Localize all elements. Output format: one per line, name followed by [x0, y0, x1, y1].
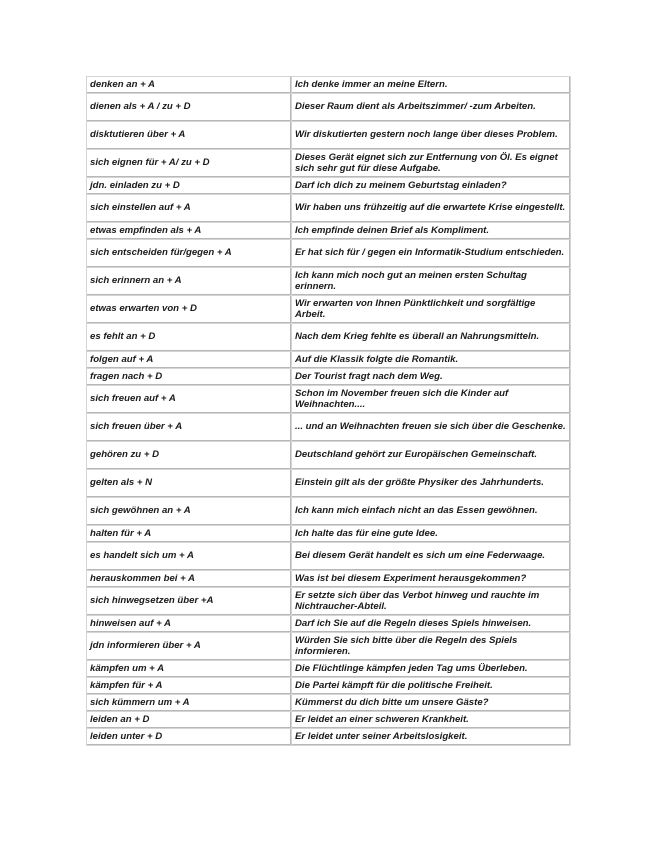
table-row [87, 240, 570, 267]
verb-cell: hinweisen auf + A [87, 616, 291, 632]
verb-cell: herauskommen bei + A [87, 571, 291, 587]
example-cell: Die Flüchtlinge kämpfen jeden Tag ums Überleben. [292, 661, 570, 677]
verb-cell: sich hinwegsetzen über +A [87, 588, 291, 615]
example-cell: Ich kann mich einfach nicht an das Essen gewöhnen. [292, 498, 570, 525]
example-cell: Er leidet an einer schweren Krankheit. [292, 712, 570, 728]
verb-cell: sich gewöhnen an + A [87, 498, 291, 525]
example-cell: Er setzte sich über das Verbot hinweg und rauchte im Nichtraucher-Abteil. [292, 588, 570, 615]
table-row [87, 470, 570, 497]
verb-cell: gehören zu + D [87, 442, 291, 469]
table-row [87, 543, 570, 570]
table-row [87, 122, 570, 149]
verb-cell: etwas erwarten von + D [87, 296, 291, 323]
verb-cell: sich kümmern um + A [87, 695, 291, 711]
example-cell: Ich empfinde deinen Brief als Kompliment. [292, 223, 570, 239]
verb-cell: leiden unter + D [87, 729, 291, 745]
table-row [87, 414, 570, 441]
table-row [87, 695, 570, 711]
verb-cell: kämpfen für + A [87, 678, 291, 694]
example-cell: Auf die Klassik folgte die Romantik. [292, 352, 570, 368]
table-row [87, 150, 570, 177]
example-cell: Dieses Gerät eignet sich zur Entfernung von Öl. Es eignet sich sehr gut für diese Aufgabe. [292, 150, 570, 177]
example-cell: Einstein gilt als der größte Physiker des Jahrhunderts. [292, 470, 570, 497]
example-cell: Darf ich Sie auf die Regeln dieses Spiels hinweisen. [292, 616, 570, 632]
verb-cell: folgen auf + A [87, 352, 291, 368]
table-row [87, 588, 570, 615]
example-cell: Nach dem Krieg fehlte es überall an Nahrungsmitteln. [292, 324, 570, 351]
example-cell: Wir diskutierten gestern noch lange über dieses Problem. [292, 122, 570, 149]
example-cell: Er hat sich für / gegen ein Informatik-Studium entschieden. [292, 240, 570, 267]
example-cell: Darf ich dich zu meinem Geburtstag einladen? [292, 178, 570, 194]
example-cell: Würden Sie sich bitte über die Regeln des Spiels informieren. [292, 633, 570, 660]
verb-cell: es fehlt an + D [87, 324, 291, 351]
verb-cell: es handelt sich um + A [87, 543, 291, 570]
table-row [87, 571, 570, 587]
verb-cell: denken an + A [87, 77, 291, 93]
table-row [87, 352, 570, 368]
table-body [87, 77, 570, 745]
example-cell: Schon im November freuen sich die Kinder auf Weihnachten.... [292, 386, 570, 413]
verb-preposition-table [86, 76, 571, 746]
table-row [87, 661, 570, 677]
verb-cell: sich eignen für + A/ zu + D [87, 150, 291, 177]
verb-cell: sich erinnern an + A [87, 268, 291, 295]
table-row [87, 77, 570, 93]
verb-cell: sich einstellen auf + A [87, 195, 291, 222]
table-row [87, 729, 570, 745]
verb-cell: jdn informieren über + A [87, 633, 291, 660]
example-cell: Dieser Raum dient als Arbeitszimmer/ -zum Arbeiten. [292, 94, 570, 121]
verb-cell: sich freuen über + A [87, 414, 291, 441]
example-cell: Ich halte das für eine gute Idee. [292, 526, 570, 542]
table-row [87, 442, 570, 469]
table-row [87, 268, 570, 295]
example-cell: ... und an Weihnachten freuen sie sich über die Geschenke. [292, 414, 570, 441]
verb-cell: kämpfen um + A [87, 661, 291, 677]
example-cell: Ich denke immer an meine Eltern. [292, 77, 570, 93]
table-row [87, 369, 570, 385]
verb-cell: disktutieren über + A [87, 122, 291, 149]
example-cell: Der Tourist fragt nach dem Weg. [292, 369, 570, 385]
table-row [87, 195, 570, 222]
example-cell: Ich kann mich noch gut an meinen ersten Schultag erinnern. [292, 268, 570, 295]
table-row [87, 633, 570, 660]
example-cell: Kümmerst du dich bitte um unsere Gäste? [292, 695, 570, 711]
example-cell: Bei diesem Gerät handelt es sich um eine Federwaage. [292, 543, 570, 570]
verb-cell: fragen nach + D [87, 369, 291, 385]
table-row [87, 178, 570, 194]
example-cell: Er leidet unter seiner Arbeitslosigkeit. [292, 729, 570, 745]
verb-cell: dienen als + A / zu + D [87, 94, 291, 121]
verb-cell: etwas empfinden als + A [87, 223, 291, 239]
verb-cell: leiden an + D [87, 712, 291, 728]
verb-cell: gelten als + N [87, 470, 291, 497]
table-row [87, 296, 570, 323]
table-row [87, 223, 570, 239]
example-cell: Wir erwarten von Ihnen Pünktlichkeit und sorgfältige Arbeit. [292, 296, 570, 323]
example-cell: Was ist bei diesem Experiment herausgekommen? [292, 571, 570, 587]
table-row [87, 386, 570, 413]
table-row [87, 526, 570, 542]
table-row [87, 94, 570, 121]
example-cell: Die Partei kämpft für die politische Freiheit. [292, 678, 570, 694]
example-cell: Deutschland gehört zur Europäischen Gemeinschaft. [292, 442, 570, 469]
table-row [87, 498, 570, 525]
table-row [87, 712, 570, 728]
example-cell: Wir haben uns frühzeitig auf die erwartete Krise eingestellt. [292, 195, 570, 222]
table-row [87, 678, 570, 694]
table-row [87, 616, 570, 632]
verb-cell: sich entscheiden für/gegen + A [87, 240, 291, 267]
verb-cell: jdn. einladen zu + D [87, 178, 291, 194]
verb-cell: sich freuen auf + A [87, 386, 291, 413]
table-row [87, 324, 570, 351]
verb-cell: halten für + A [87, 526, 291, 542]
